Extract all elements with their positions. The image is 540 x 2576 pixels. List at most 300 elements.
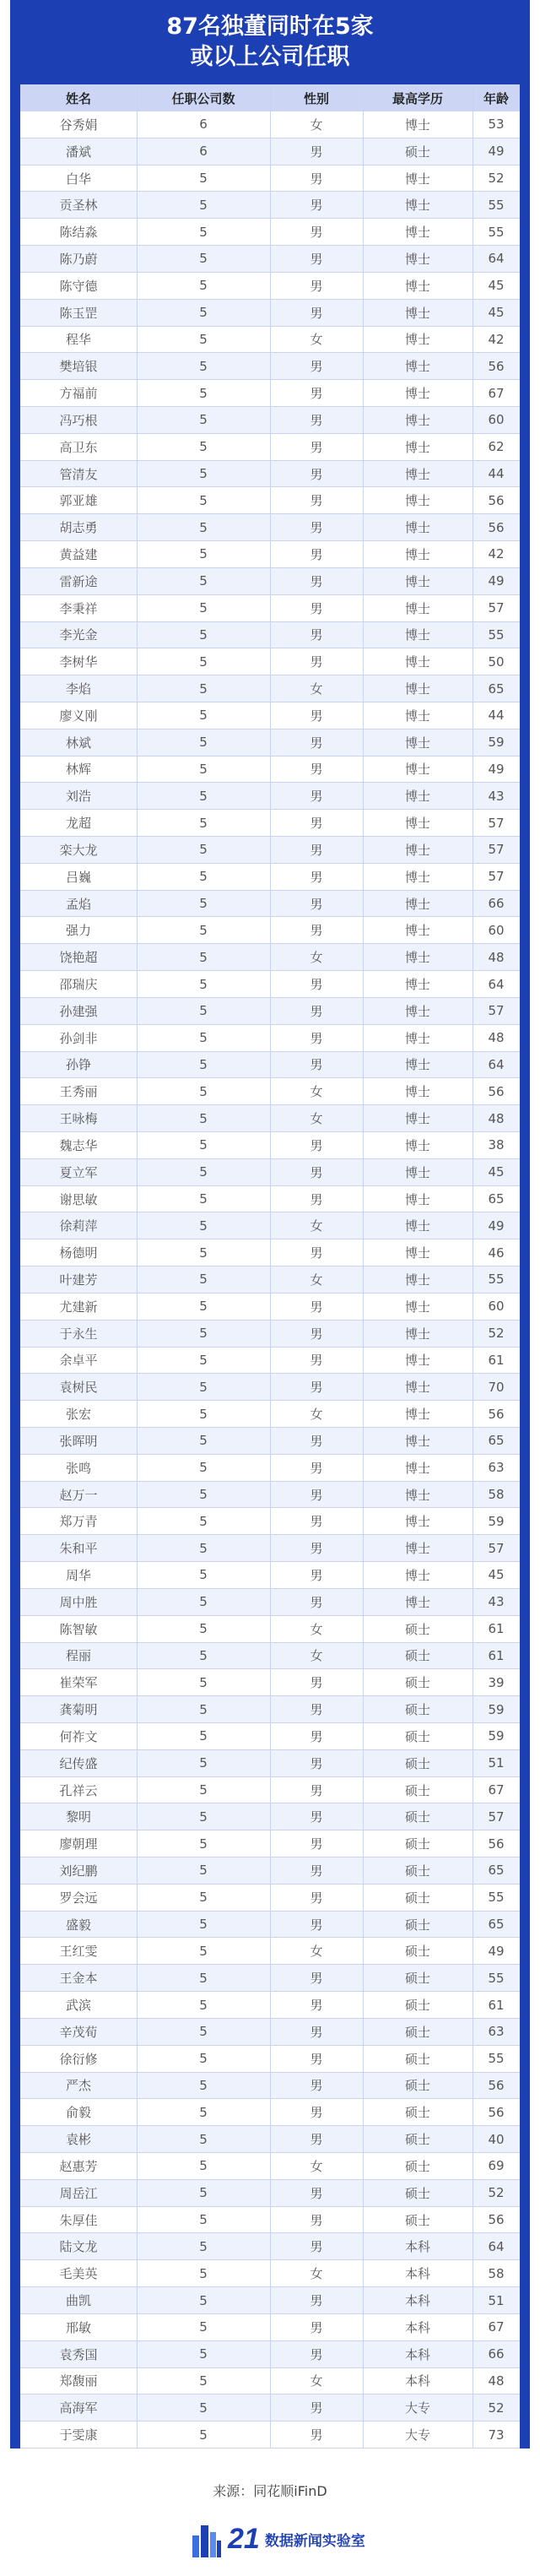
cell-company-count: 5 — [199, 1809, 208, 1825]
cell-education: 博士 — [404, 977, 430, 993]
cell-gender: 男 — [310, 842, 323, 858]
cell-name: 徐莉萍 — [59, 1218, 98, 1234]
cell-company-count: 5 — [199, 1701, 208, 1717]
title-line-1: 87名独董同时在5家 — [166, 14, 374, 40]
cell-company-count: 5 — [199, 492, 208, 508]
cell-name: 陈守德 — [59, 278, 98, 294]
cell-education: 本科 — [404, 2266, 430, 2282]
cell-gender: 男 — [310, 1487, 323, 1503]
cell-gender: 男 — [310, 1567, 323, 1583]
cell-education: 博士 — [404, 1594, 430, 1610]
column-divider — [270, 84, 271, 2449]
cell-age: 45 — [488, 1164, 505, 1180]
cell-age: 61 — [488, 1621, 505, 1637]
cell-education: 博士 — [404, 1353, 430, 1369]
cell-age: 73 — [488, 2427, 505, 2443]
cell-gender: 男 — [310, 627, 323, 643]
cell-company-count: 5 — [199, 1487, 208, 1503]
cell-gender: 男 — [310, 198, 323, 214]
brand-logo — [191, 2518, 410, 2560]
cell-company-count: 5 — [199, 2077, 208, 2093]
cell-name: 程丽 — [65, 1648, 91, 1664]
cell-age: 57 — [488, 815, 505, 831]
cell-company-count: 5 — [199, 842, 208, 858]
header-name: 姓名 — [65, 90, 91, 106]
cell-age: 61 — [488, 1997, 505, 2013]
cell-age: 48 — [488, 949, 505, 965]
cell-gender: 男 — [310, 573, 323, 589]
cell-company-count: 5 — [199, 2292, 208, 2308]
cell-name: 武滨 — [65, 1998, 91, 2014]
cell-education: 博士 — [404, 493, 430, 509]
cell-gender: 男 — [310, 2346, 323, 2362]
cell-name: 强力 — [65, 923, 91, 939]
cell-company-count: 5 — [199, 1540, 208, 1556]
cell-education: 博士 — [404, 386, 430, 402]
cell-name: 赵惠芳 — [59, 2158, 98, 2174]
cell-gender: 男 — [310, 1326, 323, 1342]
cell-name: 李焰 — [65, 681, 91, 697]
cell-gender: 女 — [310, 1648, 323, 1664]
cell-company-count: 6 — [199, 144, 208, 160]
cell-education: 博士 — [404, 762, 430, 778]
cell-name: 何祚文 — [59, 1728, 98, 1744]
cell-company-count: 5 — [199, 681, 208, 697]
cell-education: 博士 — [404, 1487, 430, 1503]
cell-company-count: 5 — [199, 1433, 208, 1449]
cell-gender: 男 — [310, 412, 323, 428]
cell-education: 博士 — [404, 816, 430, 832]
cell-age: 56 — [488, 358, 505, 374]
cell-education: 硕士 — [404, 144, 430, 160]
cell-name: 陈玉罡 — [59, 305, 98, 321]
cell-company-count: 5 — [199, 2346, 208, 2362]
cell-name: 张晖明 — [59, 1433, 98, 1449]
cell-gender: 男 — [310, 1836, 323, 1852]
cell-name: 刘浩 — [65, 789, 91, 805]
cell-age: 65 — [488, 1917, 505, 1933]
cell-education: 博士 — [404, 117, 430, 133]
cell-gender: 男 — [310, 2051, 323, 2067]
cell-name: 王金本 — [59, 1971, 98, 1987]
cell-name: 王红雯 — [59, 1944, 98, 1960]
cell-company-count: 5 — [199, 1030, 208, 1046]
cell-name: 龙超 — [65, 816, 91, 832]
cell-age: 55 — [488, 1890, 505, 1906]
cell-name: 于雯康 — [59, 2427, 98, 2443]
cell-gender: 女 — [310, 332, 323, 348]
cell-name: 崔荣军 — [59, 1675, 98, 1691]
cell-company-count: 5 — [199, 1890, 208, 1906]
cell-education: 博士 — [404, 627, 430, 643]
cell-age: 60 — [488, 412, 505, 428]
cell-education: 博士 — [404, 412, 430, 428]
header-company-count: 任职公司数 — [171, 90, 235, 106]
cell-name: 袁树民 — [59, 1380, 98, 1396]
cell-gender: 男 — [310, 1863, 323, 1879]
cell-age: 52 — [488, 171, 505, 187]
cell-gender: 男 — [310, 439, 323, 455]
cell-gender: 男 — [310, 2024, 323, 2040]
cell-age: 57 — [488, 1809, 505, 1825]
cell-gender: 男 — [310, 1380, 323, 1396]
cell-education: 硕士 — [404, 2212, 430, 2228]
cell-education: 博士 — [404, 708, 430, 724]
cell-company-count: 5 — [199, 1594, 208, 1610]
cell-name: 李光金 — [59, 627, 98, 643]
cell-name: 曲凯 — [65, 2293, 91, 2308]
cell-education: 硕士 — [404, 2024, 430, 2040]
cell-gender: 男 — [310, 2185, 323, 2201]
cell-age: 44 — [488, 708, 505, 724]
cell-education: 大专 — [404, 2427, 430, 2443]
cell-age: 44 — [488, 466, 505, 481]
cell-company-count: 5 — [199, 2265, 208, 2281]
cell-name: 谷秀娟 — [59, 117, 98, 133]
cell-name: 潘斌 — [65, 144, 91, 160]
cell-company-count: 5 — [199, 708, 208, 724]
cell-company-count: 5 — [199, 1003, 208, 1019]
cell-company-count: 5 — [199, 2104, 208, 2120]
cell-name: 廖义刚 — [59, 708, 98, 724]
cell-company-count: 5 — [199, 412, 208, 428]
cell-gender: 男 — [310, 2078, 323, 2094]
cell-education: 博士 — [404, 1541, 430, 1557]
cell-age: 65 — [488, 1191, 505, 1207]
cell-age: 40 — [488, 2131, 505, 2147]
cell-education: 博士 — [404, 1137, 430, 1153]
cell-company-count: 5 — [199, 1513, 208, 1529]
cell-gender: 女 — [310, 1084, 323, 1100]
cell-gender: 男 — [310, 977, 323, 993]
cell-education: 硕士 — [404, 1782, 430, 1798]
cell-name: 王秀丽 — [59, 1084, 98, 1100]
cell-company-count: 5 — [199, 788, 208, 804]
cell-age: 43 — [488, 1594, 505, 1610]
cell-education: 硕士 — [404, 1863, 430, 1879]
cell-company-count: 5 — [199, 1728, 208, 1744]
cell-gender: 男 — [310, 1245, 323, 1261]
column-divider — [472, 84, 473, 2449]
cell-company-count: 5 — [199, 1567, 208, 1583]
cell-company-count: 5 — [199, 1674, 208, 1690]
cell-age: 58 — [488, 1487, 505, 1503]
cell-education: 硕士 — [404, 2132, 430, 2148]
cell-age: 42 — [488, 546, 505, 562]
cell-education: 博士 — [404, 466, 430, 482]
cell-education: 博士 — [404, 1272, 430, 1288]
page-title — [10, 0, 530, 84]
cell-company-count: 5 — [199, 171, 208, 187]
cell-gender: 男 — [310, 171, 323, 187]
cell-gender: 男 — [310, 1971, 323, 1987]
cell-age: 51 — [488, 2292, 505, 2308]
cell-age: 55 — [488, 626, 505, 643]
cell-age: 69 — [488, 2158, 505, 2174]
cell-education: 硕士 — [404, 1755, 430, 1771]
cell-name: 贡圣林 — [59, 198, 98, 214]
cell-name: 高海军 — [59, 2400, 98, 2416]
cell-company-count: 5 — [199, 1755, 208, 1771]
logo-number: 21 — [228, 2522, 260, 2555]
cell-gender: 男 — [310, 2427, 323, 2443]
cell-education: 硕士 — [404, 1648, 430, 1664]
cell-gender: 男 — [310, 1728, 323, 1744]
title-line-2: 或以上公司任职 — [190, 44, 350, 70]
cell-education: 博士 — [404, 1164, 430, 1180]
cell-age: 45 — [488, 1567, 505, 1583]
cell-name: 赵万一 — [59, 1487, 98, 1503]
cell-gender: 男 — [310, 1299, 323, 1315]
cell-education: 博士 — [404, 225, 430, 241]
cell-name: 李树华 — [59, 654, 98, 670]
cell-education: 博士 — [404, 251, 430, 267]
cell-age: 64 — [488, 251, 505, 267]
cell-age: 42 — [488, 331, 505, 347]
cell-age: 67 — [488, 385, 505, 401]
cell-age: 55 — [488, 2051, 505, 2067]
cell-age: 56 — [488, 1083, 505, 1099]
cell-age: 55 — [488, 1272, 505, 1288]
cell-gender: 男 — [310, 2239, 323, 2255]
cell-education: 硕士 — [404, 2078, 430, 2094]
cell-name: 栾大龙 — [59, 842, 98, 858]
cell-company-count: 5 — [199, 1164, 208, 1180]
cell-name: 程华 — [65, 332, 91, 348]
cell-name: 严杰 — [65, 2078, 91, 2094]
cell-company-count: 5 — [199, 1917, 208, 1933]
cell-company-count: 5 — [199, 331, 208, 347]
cell-age: 59 — [488, 1728, 505, 1744]
cell-gender: 男 — [310, 520, 323, 536]
cell-company-count: 5 — [199, 2024, 208, 2040]
cell-education: 硕士 — [404, 1998, 430, 2014]
cell-company-count: 5 — [199, 385, 208, 401]
cell-education: 博士 — [404, 359, 430, 375]
cell-company-count: 5 — [199, 2212, 208, 2228]
cell-company-count: 5 — [199, 278, 208, 294]
cell-name: 夏立军 — [59, 1164, 98, 1180]
cell-age: 43 — [488, 788, 505, 804]
cell-gender: 女 — [310, 950, 323, 966]
cell-name: 龚菊明 — [59, 1702, 98, 1718]
cell-name: 尤建新 — [59, 1299, 98, 1315]
cell-age: 66 — [488, 2346, 505, 2362]
cell-name: 孔祥云 — [59, 1782, 98, 1798]
cell-company-count: 5 — [199, 735, 208, 751]
cell-education: 硕士 — [404, 1836, 430, 1852]
cell-company-count: 5 — [199, 439, 208, 455]
cell-education: 硕士 — [404, 1809, 430, 1825]
cell-education: 硕士 — [404, 1621, 430, 1637]
cell-gender: 女 — [310, 1272, 323, 1288]
cell-gender: 男 — [310, 251, 323, 267]
cell-gender: 男 — [310, 2400, 323, 2416]
cell-gender: 男 — [310, 1782, 323, 1798]
cell-age: 59 — [488, 735, 505, 751]
cell-name: 陈乃蔚 — [59, 251, 98, 267]
cell-education: 博士 — [404, 1191, 430, 1207]
cell-age: 48 — [488, 1030, 505, 1046]
cell-gender: 女 — [310, 681, 323, 697]
cell-gender: 男 — [310, 708, 323, 724]
cell-education: 博士 — [404, 654, 430, 670]
cell-education: 博士 — [404, 1299, 430, 1315]
cell-name: 毛美英 — [59, 2266, 98, 2282]
cell-gender: 男 — [310, 2319, 323, 2335]
cell-gender: 男 — [310, 735, 323, 751]
cell-company-count: 5 — [199, 2427, 208, 2443]
cell-education: 博士 — [404, 1057, 430, 1073]
cell-age: 52 — [488, 1326, 505, 1342]
cell-age: 49 — [488, 573, 505, 589]
cell-education: 博士 — [404, 198, 430, 214]
cell-name: 叶建芳 — [59, 1272, 98, 1288]
cell-company-count: 5 — [199, 1352, 208, 1368]
cell-age: 55 — [488, 197, 505, 213]
cell-company-count: 5 — [199, 2238, 208, 2254]
cell-company-count: 5 — [199, 1406, 208, 1422]
column-divider — [363, 84, 364, 2449]
cell-company-count: 5 — [199, 1997, 208, 2013]
cell-age: 56 — [488, 2104, 505, 2120]
cell-gender: 男 — [310, 923, 323, 939]
cell-age: 63 — [488, 2024, 505, 2040]
cell-gender: 女 — [310, 2373, 323, 2389]
cell-name: 李秉祥 — [59, 600, 98, 616]
column-divider — [137, 84, 138, 2449]
cell-gender: 女 — [310, 2266, 323, 2282]
cell-company-count: 5 — [199, 546, 208, 562]
cell-name: 廖朝理 — [59, 1836, 98, 1852]
cell-age: 67 — [488, 1782, 505, 1798]
cell-gender: 男 — [310, 1003, 323, 1019]
cell-gender: 女 — [310, 2158, 323, 2174]
cell-age: 65 — [488, 681, 505, 697]
cell-education: 博士 — [404, 869, 430, 885]
cell-age: 57 — [488, 869, 505, 885]
cell-age: 55 — [488, 224, 505, 240]
cell-age: 62 — [488, 439, 505, 455]
cell-name: 邢敏 — [65, 2319, 91, 2335]
cell-company-count: 5 — [199, 1460, 208, 1476]
cell-gender: 男 — [310, 1057, 323, 1073]
cell-gender: 男 — [310, 546, 323, 562]
cell-company-count: 5 — [199, 896, 208, 912]
cell-company-count: 5 — [199, 1299, 208, 1315]
city-skyline-icon — [191, 2520, 223, 2557]
cell-name: 袁彬 — [65, 2132, 91, 2148]
cell-age: 56 — [488, 1406, 505, 1422]
cell-age: 58 — [488, 2265, 505, 2281]
cell-name: 刘纪鹏 — [59, 1863, 98, 1879]
cell-name: 林辉 — [65, 762, 91, 778]
cell-name: 饶艳超 — [59, 950, 98, 966]
cell-age: 51 — [488, 1755, 505, 1771]
cell-gender: 男 — [310, 1353, 323, 1369]
cell-education: 硕士 — [404, 1675, 430, 1691]
cell-company-count: 5 — [199, 519, 208, 535]
cell-company-count: 5 — [199, 815, 208, 831]
cell-company-count: 5 — [199, 1782, 208, 1798]
cell-gender: 女 — [310, 117, 323, 133]
cell-education: 硕士 — [404, 2185, 430, 2201]
cell-age: 45 — [488, 305, 505, 321]
cell-education: 博士 — [404, 278, 430, 294]
cell-company-count: 5 — [199, 653, 208, 670]
cell-name: 郑馥丽 — [59, 2373, 98, 2389]
cell-gender: 男 — [310, 1890, 323, 1906]
cell-education: 博士 — [404, 1084, 430, 1100]
cell-name: 王咏梅 — [59, 1111, 98, 1127]
cell-gender: 女 — [310, 1111, 323, 1127]
cell-gender: 女 — [310, 1407, 323, 1423]
cell-company-count: 5 — [199, 1863, 208, 1879]
cell-education: 博士 — [404, 1218, 430, 1234]
cell-name: 管清友 — [59, 466, 98, 482]
cell-education: 博士 — [404, 789, 430, 805]
cell-name: 纪传盛 — [59, 1755, 98, 1771]
cell-gender: 男 — [310, 600, 323, 616]
cell-name: 孙建强 — [59, 1003, 98, 1019]
cell-company-count: 5 — [199, 1379, 208, 1395]
cell-gender: 女 — [310, 1944, 323, 1960]
cell-name: 俞毅 — [65, 2105, 91, 2121]
cell-company-count: 5 — [199, 1137, 208, 1153]
cell-company-count: 5 — [199, 358, 208, 374]
cell-gender: 男 — [310, 1675, 323, 1691]
cell-name: 吕巍 — [65, 869, 91, 885]
cell-company-count: 5 — [199, 922, 208, 938]
header-age: 年龄 — [483, 90, 509, 106]
cell-age: 50 — [488, 653, 505, 670]
cell-age: 56 — [488, 1836, 505, 1852]
cell-education: 博士 — [404, 1326, 430, 1342]
cell-age: 56 — [488, 519, 505, 535]
cell-education: 博士 — [404, 923, 430, 939]
cell-name: 张宏 — [65, 1407, 91, 1423]
cell-company-count: 5 — [199, 2185, 208, 2201]
header-gender: 性别 — [303, 90, 329, 106]
cell-name: 于永生 — [59, 1326, 98, 1342]
cell-age: 60 — [488, 1299, 505, 1315]
cell-company-count: 5 — [199, 305, 208, 321]
cell-education: 博士 — [404, 1111, 430, 1127]
cell-gender: 男 — [310, 1594, 323, 1610]
cell-company-count: 5 — [199, 1191, 208, 1207]
cell-education: 博士 — [404, 439, 430, 455]
cell-gender: 男 — [310, 386, 323, 402]
cell-name: 陈结淼 — [59, 225, 98, 241]
cell-gender: 男 — [310, 869, 323, 885]
cell-gender: 男 — [310, 762, 323, 778]
cell-name: 雷新途 — [59, 573, 98, 589]
cell-gender: 男 — [310, 1809, 323, 1825]
cell-name: 胡志勇 — [59, 520, 98, 536]
cell-company-count: 5 — [199, 1970, 208, 1986]
cell-age: 70 — [488, 1379, 505, 1395]
cell-name: 冯巧根 — [59, 412, 98, 428]
cell-age: 64 — [488, 2238, 505, 2254]
cell-name: 林斌 — [65, 735, 91, 751]
cell-gender: 男 — [310, 1164, 323, 1180]
cell-age: 57 — [488, 600, 505, 616]
cell-education: 博士 — [404, 1030, 430, 1046]
cell-name: 孙铮 — [65, 1057, 91, 1073]
cell-age: 52 — [488, 2185, 505, 2201]
cell-gender: 男 — [310, 278, 323, 294]
cell-education: 博士 — [404, 735, 430, 751]
